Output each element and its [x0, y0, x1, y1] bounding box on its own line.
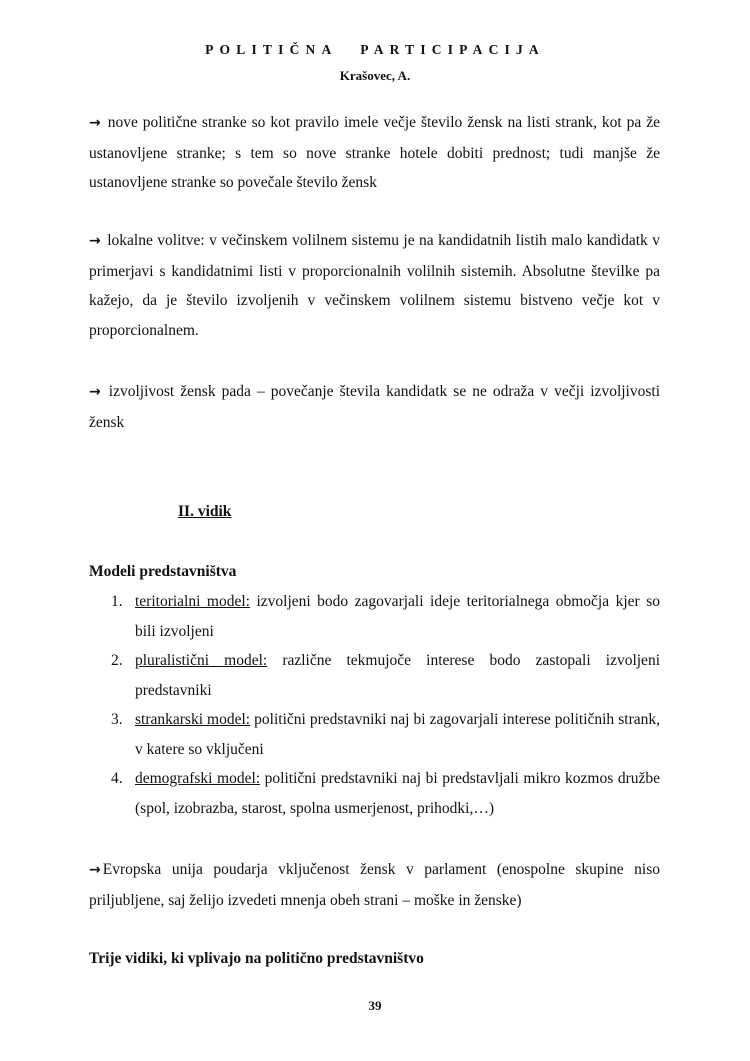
model-description: politični predstavniki naj bi predstavljali mikro kozmos družbe (spol, izobrazba, starost, spolna usmerjenost, prihodki,…) [135, 770, 660, 817]
representation-models-list [89, 587, 660, 823]
list-number: 2. [111, 652, 123, 669]
running-header-title: POLITIČNA PARTICIPACIJA [205, 42, 545, 57]
model-description: politični predstavniki naj bi zagovarjali interese političnih strank, v katere so vključeni [135, 711, 660, 758]
right-arrow-icon: → [89, 233, 101, 249]
right-arrow-icon: → [89, 115, 101, 131]
page-number: 39 [368, 998, 382, 1013]
model-description: izvoljeni bodo zagovarjali ideje teritorialnega območja kjer so bili izvoljeni [135, 593, 660, 640]
model-term: pluralistični model: [135, 652, 268, 669]
paragraph-local-elections [89, 226, 660, 345]
section-title: II. vidik [178, 503, 232, 520]
right-arrow-icon: → [89, 384, 101, 400]
paragraph-text: izvoljivost žensk pada – povečanje števila kandidatk se ne odraža v večji izvoljivosti žensk [89, 383, 661, 431]
paragraph-electability [89, 377, 660, 437]
paragraph-new-parties [89, 108, 660, 198]
closing-heading: Trije vidiki, ki vplivajo na politično predstavništvo [89, 950, 424, 967]
paragraph-text: Evropska unija poudarja vključenost žensk v parlament (enospolne skupine niso priljubljene, saj želijo izvedeti mnenja obeh strani – moške in ženske) [89, 861, 660, 909]
model-term: strankarski model: [135, 711, 251, 728]
list-item [89, 587, 660, 646]
model-term: teritorialni model: [135, 593, 250, 610]
model-description: različne tekmujoče interese bodo zastopali izvoljeni predstavniki [135, 652, 660, 699]
models-heading: Modeli predstavništva [89, 563, 237, 580]
running-header-author: Krašovec, A. [339, 68, 411, 83]
list-number: 3. [111, 711, 123, 728]
list-number: 1. [111, 593, 123, 610]
list-item [89, 646, 660, 705]
paragraph-text: lokalne volitve: v večinskem volilnem sistemu je na kandidatnih listih malo kandidatk v primerjavi s kandidatnimi listi v proporcionalnih volilnih sistemih. Absolutne številke pa kažejo, da je število izvoljenih v večinskem volilnem sistemu bistveno večje kot v proporcionalnem. [89, 232, 661, 339]
list-number: 4. [111, 770, 123, 787]
paragraph-text: nove politične stranke so kot pravilo imele večje število žensk na listi strank, kot pa že ustanovljene stranke; s tem so nove stranke hotele dobiti prednost; tudi manjše že ustanovljene stranke so povečale število žensk [89, 114, 661, 191]
list-item [89, 764, 660, 823]
paragraph-eu [89, 855, 660, 915]
model-term: demografski model: [135, 770, 261, 787]
right-arrow-icon: → [89, 862, 101, 878]
list-item [89, 705, 660, 764]
